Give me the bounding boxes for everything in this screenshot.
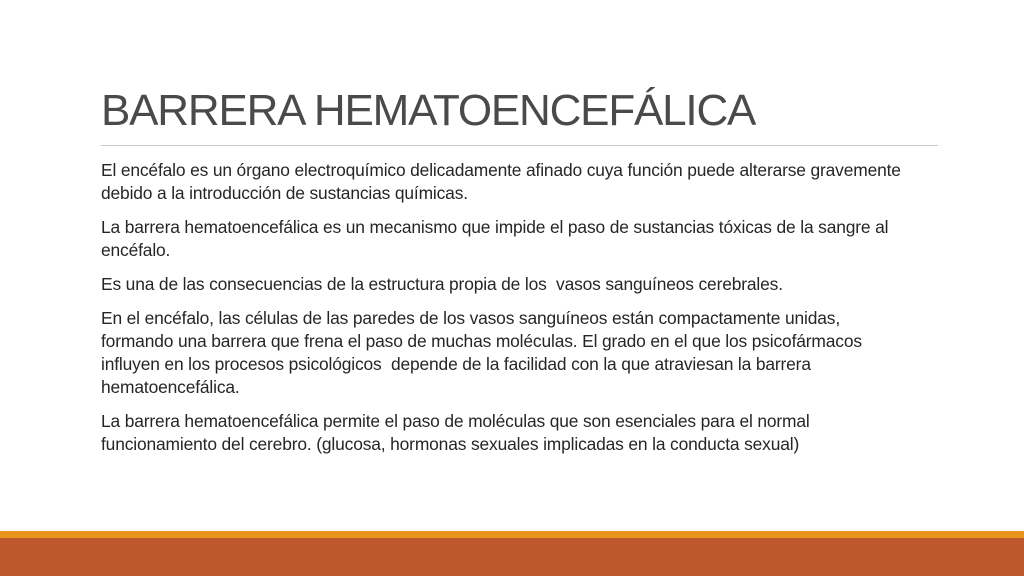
paragraph-2: La barrera hematoencefálica es un mecanismo que impide el paso de sustancias tóxicas de la sangre al encéfalo. [101,217,889,260]
footer-bar [0,538,1024,576]
paragraph-3: Es una de las consecuencias de la estructura propia de los vasos sanguíneos cerebrales. [101,274,783,294]
title-divider [101,145,938,146]
paragraph-1: El encéfalo es un órgano electroquímico delicadamente afinado cuya función puede alterarse gravemente debido a la introducción de sustancias químicas. [101,160,901,203]
slide-body [101,159,916,467]
paragraph-5: La barrera hematoencefálica permite el paso de moléculas que son esenciales para el normal funcionamiento del cerebro. (glucosa, hormonas sexuales implicadas en la conducta sexual) [101,411,810,454]
footer-accent-stripe [0,531,1024,538]
slide-title: BARRERA HEMATOENCEFÁLICA [101,86,756,135]
paragraph-4: En el encéfalo, las células de las paredes de los vasos sanguíneos están compactamente unidas, formando una barrera que frena el paso de muchas moléculas. El grado en el que los psicofármacos influyen en los procesos psicológicos depende de la facilidad con la que atraviesan la barrera hematoencefálica. [101,308,867,397]
